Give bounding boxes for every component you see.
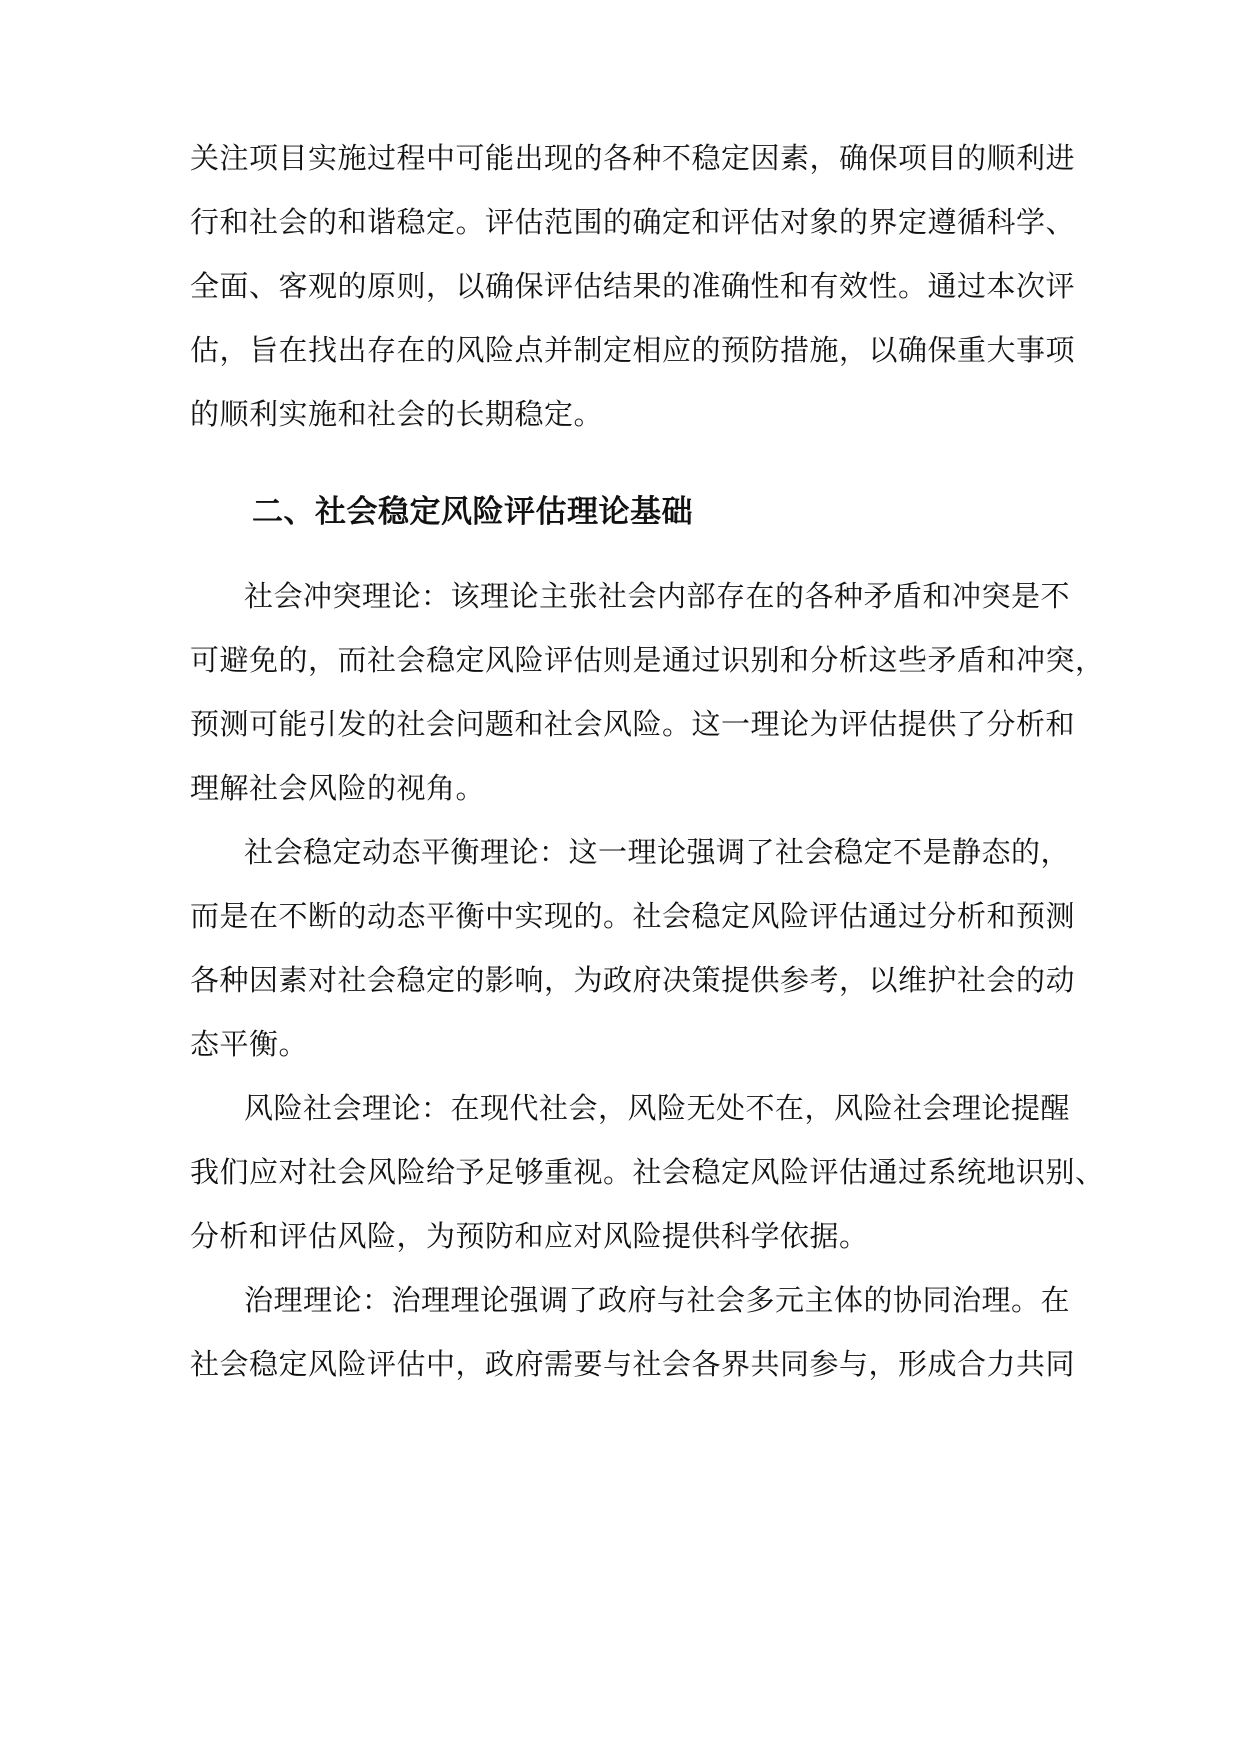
intro-line-2: 行和社会的和谐稳定。评估范围的确定和评估对象的界定遵循科学、 [190,205,1076,239]
intro-line-4: 估，旨在找出存在的风险点并制定相应的预防措施，以确保重大事项 [190,333,1076,367]
para2-line-1: 社会稳定动态平衡理论：这一理论强调了社会稳定不是静态的， [244,835,1071,869]
para2-line-4: 态平衡。 [190,1027,309,1061]
para2-line-2: 而是在不断的动态平衡中实现的。社会稳定风险评估通过分析和预测 [190,899,1076,933]
para4-line-2: 社会稳定风险评估中，政府需要与社会各界共同参与，形成合力共同 [190,1347,1076,1381]
para3-line-2: 我们应对社会风险给予足够重视。社会稳定风险评估通过系统地识别、 [190,1155,1105,1189]
para1-line-2: 可避免的，而社会稳定风险评估则是通过识别和分析这些矛盾和冲突， [190,643,1105,677]
para4-line-1: 治理理论：治理理论强调了政府与社会多元主体的协同治理。在 [244,1283,1071,1317]
para3-line-3: 分析和评估风险，为预防和应对风险提供科学依据。 [190,1219,869,1253]
section-heading: 二、社会稳定风险评估理论基础 [252,494,693,530]
intro-line-3: 全面、客观的原则，以确保评估结果的准确性和有效性。通过本次评 [190,269,1076,303]
intro-line-1: 关注项目实施过程中可能出现的各种不稳定因素，确保项目的顺利进 [190,141,1076,175]
para1-line-4: 理解社会风险的视角。 [190,771,486,805]
para1-line-1: 社会冲突理论：该理论主张社会内部存在的各种矛盾和冲突是不 [244,579,1071,613]
para2-line-3: 各种因素对社会稳定的影响，为政府决策提供参考，以维护社会的动 [190,963,1076,997]
para3-line-1: 风险社会理论：在现代社会，风险无处不在，风险社会理论提醒 [244,1091,1071,1125]
para1-line-3: 预测可能引发的社会问题和社会风险。这一理论为评估提供了分析和 [190,707,1076,741]
intro-line-5: 的顺利实施和社会的长期稳定。 [190,397,604,431]
